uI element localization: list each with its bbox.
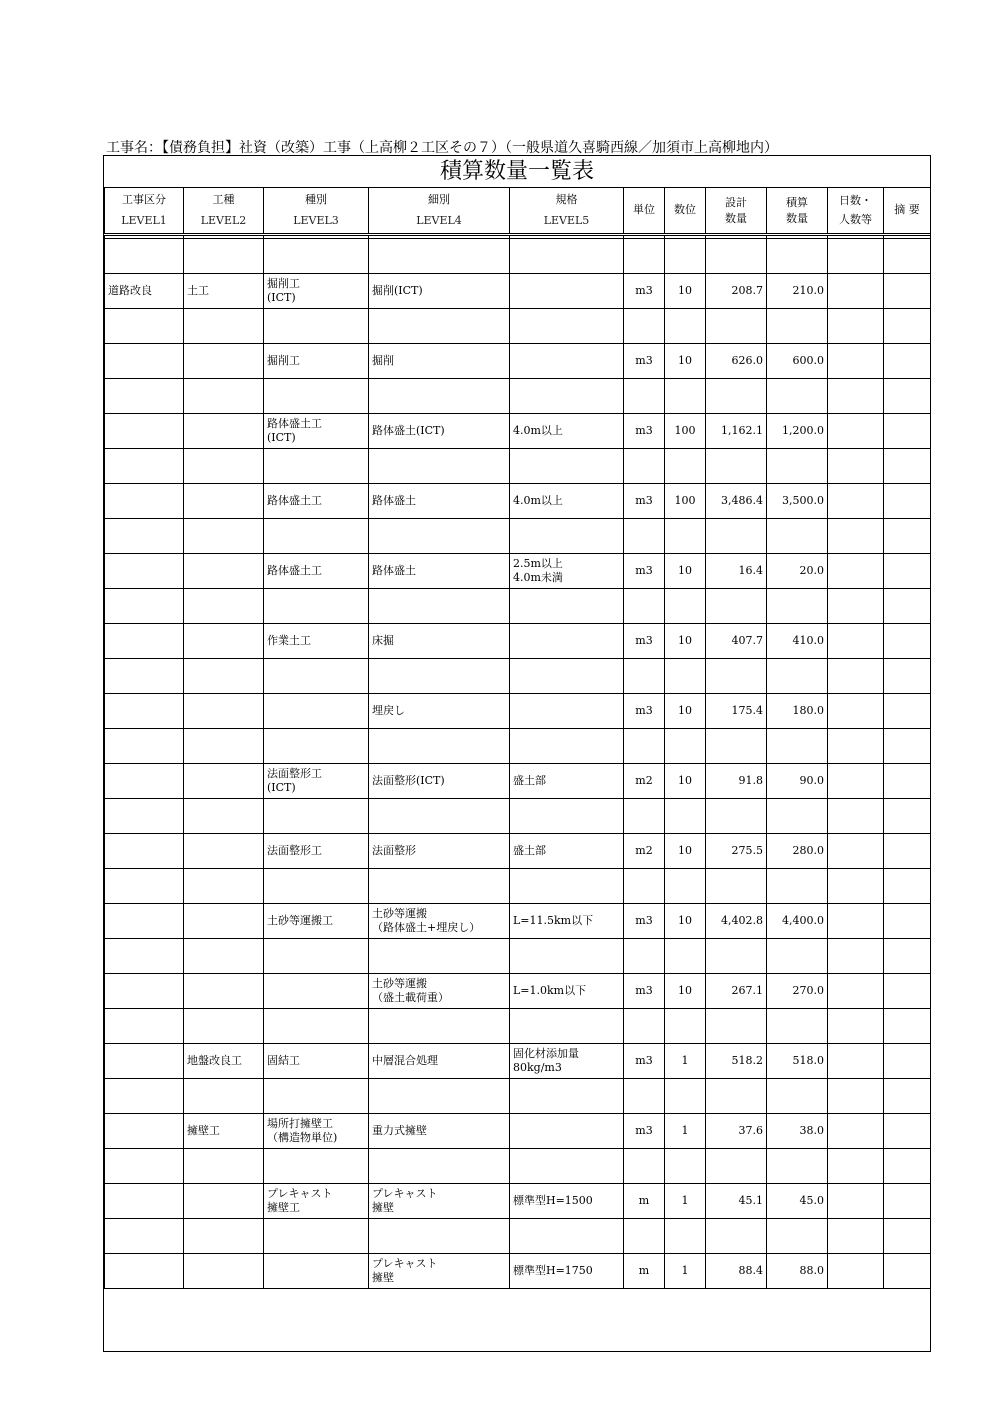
table-row: [105, 624, 931, 659]
level3-cell: 路体盛土工: [264, 554, 369, 589]
design-qty-cell: 91.8: [706, 764, 767, 799]
level4-cell: 法面整形: [369, 834, 510, 869]
level4-cell: プレキャスト 擁壁: [369, 1184, 510, 1219]
level2-cell: [184, 414, 264, 449]
table-row: [105, 1114, 931, 1149]
days-cell: [828, 1044, 884, 1079]
remarks-cell: [884, 694, 931, 729]
level1-cell: 道路改良: [105, 274, 184, 309]
remarks-cell: [884, 554, 931, 589]
level3-cell: 場所打擁壁工 （構造物単位): [264, 1114, 369, 1149]
header-unit: 単位: [624, 188, 665, 235]
level4-cell: 路体盛土: [369, 554, 510, 589]
digits-cell: 10: [665, 274, 706, 309]
level1-cell: [105, 764, 184, 799]
level1-cell: [105, 414, 184, 449]
level5-cell: 固化材添加量 80kg/m3: [510, 1044, 624, 1079]
blank-row: [105, 1009, 931, 1044]
unit-cell: m: [624, 1254, 665, 1289]
level1-cell: [105, 484, 184, 519]
est-qty-cell: 410.0: [767, 624, 828, 659]
design-qty-cell: 518.2: [706, 1044, 767, 1079]
table-row: [105, 1044, 931, 1079]
level5-cell: [510, 624, 624, 659]
level5-cell: 盛土部: [510, 764, 624, 799]
project-name: 工事名：【債務負担】社資（改築）工事（上高柳２工区その７）（一般県道久喜騎西線／加須市上高柳地内）: [106, 140, 778, 156]
design-qty-cell: 267.1: [706, 974, 767, 1009]
unit-cell: m3: [624, 484, 665, 519]
unit-cell: m3: [624, 624, 665, 659]
level3-cell: [264, 694, 369, 729]
remarks-cell: [884, 834, 931, 869]
est-qty-cell: 1,200.0: [767, 414, 828, 449]
digits-cell: 1: [665, 1044, 706, 1079]
blank-row: [105, 1149, 931, 1184]
level1-cell: [105, 834, 184, 869]
level3-cell: 固結工: [264, 1044, 369, 1079]
digits-cell: 10: [665, 974, 706, 1009]
blank-row: [105, 729, 931, 764]
unit-cell: m3: [624, 554, 665, 589]
level2-cell: [184, 344, 264, 379]
table-row: [105, 554, 931, 589]
header-days: 日数・ 人数等: [828, 188, 884, 235]
level3-cell: [264, 1254, 369, 1289]
table-row: [105, 344, 931, 379]
digits-cell: 1: [665, 1114, 706, 1149]
days-cell: [828, 1114, 884, 1149]
level1-cell: [105, 1044, 184, 1079]
unit-cell: m3: [624, 1044, 665, 1079]
header-level5: 規格 LEVEL5: [510, 188, 624, 235]
table-row: [105, 484, 931, 519]
design-qty-cell: 45.1: [706, 1184, 767, 1219]
blank-row: [105, 309, 931, 344]
blank-row: [105, 659, 931, 694]
remarks-cell: [884, 1184, 931, 1219]
blank-row: [105, 449, 931, 484]
level3-cell: [264, 974, 369, 1009]
header-design-qty: 設計 数量: [706, 188, 767, 235]
design-qty-cell: 3,486.4: [706, 484, 767, 519]
level5-cell: 標準型H=1750: [510, 1254, 624, 1289]
remarks-cell: [884, 1044, 931, 1079]
design-qty-cell: 407.7: [706, 624, 767, 659]
days-cell: [828, 554, 884, 589]
quantity-table: [104, 187, 931, 1289]
est-qty-cell: 210.0: [767, 274, 828, 309]
days-cell: [828, 764, 884, 799]
table-row: [105, 904, 931, 939]
level5-cell: [510, 1114, 624, 1149]
est-qty-cell: 90.0: [767, 764, 828, 799]
level2-cell: [184, 484, 264, 519]
table-row: [105, 274, 931, 309]
unit-cell: m3: [624, 274, 665, 309]
est-qty-cell: 600.0: [767, 344, 828, 379]
level2-cell: [184, 1184, 264, 1219]
table-row: [105, 974, 931, 1009]
design-qty-cell: 1,162.1: [706, 414, 767, 449]
level2-cell: [184, 764, 264, 799]
digits-cell: 10: [665, 904, 706, 939]
digits-cell: 1: [665, 1184, 706, 1219]
table-row: [105, 834, 931, 869]
blank-row: [105, 379, 931, 414]
level4-cell: 中層混合処理: [369, 1044, 510, 1079]
est-qty-cell: 280.0: [767, 834, 828, 869]
level1-cell: [105, 344, 184, 379]
days-cell: [828, 834, 884, 869]
remarks-cell: [884, 1114, 931, 1149]
est-qty-cell: 270.0: [767, 974, 828, 1009]
unit-cell: m3: [624, 974, 665, 1009]
digits-cell: 10: [665, 344, 706, 379]
est-qty-cell: 3,500.0: [767, 484, 828, 519]
unit-cell: m3: [624, 1114, 665, 1149]
level3-cell: 法面整形工: [264, 834, 369, 869]
digits-cell: 100: [665, 484, 706, 519]
days-cell: [828, 694, 884, 729]
remarks-cell: [884, 414, 931, 449]
days-cell: [828, 274, 884, 309]
level2-cell: 土工: [184, 274, 264, 309]
table-row: [105, 1254, 931, 1289]
header-digits: 数位: [665, 188, 706, 235]
design-qty-cell: 275.5: [706, 834, 767, 869]
level2-cell: [184, 694, 264, 729]
days-cell: [828, 414, 884, 449]
blank-row: [105, 239, 931, 274]
level2-cell: [184, 834, 264, 869]
design-qty-cell: 208.7: [706, 274, 767, 309]
level1-cell: [105, 554, 184, 589]
level3-cell: 掘削工 (ICT): [264, 274, 369, 309]
level1-cell: [105, 624, 184, 659]
level3-cell: 作業土工: [264, 624, 369, 659]
digits-cell: 10: [665, 694, 706, 729]
design-qty-cell: 88.4: [706, 1254, 767, 1289]
remarks-cell: [884, 764, 931, 799]
blank-row: [105, 799, 931, 834]
est-qty-cell: 180.0: [767, 694, 828, 729]
level5-cell: 2.5m以上 4.0m未満: [510, 554, 624, 589]
days-cell: [828, 344, 884, 379]
level2-cell: 地盤改良工: [184, 1044, 264, 1079]
days-cell: [828, 904, 884, 939]
level4-cell: プレキャスト 擁壁: [369, 1254, 510, 1289]
level4-cell: 土砂等運搬 （路体盛土+埋戻し）: [369, 904, 510, 939]
level5-cell: 4.0m以上: [510, 484, 624, 519]
sheet-title: 積算数量一覧表: [104, 156, 930, 188]
header-level4: 細別 LEVEL4: [369, 188, 510, 235]
level5-cell: [510, 344, 624, 379]
digits-cell: 10: [665, 764, 706, 799]
est-qty-cell: 38.0: [767, 1114, 828, 1149]
days-cell: [828, 484, 884, 519]
digits-cell: 10: [665, 834, 706, 869]
level4-cell: 路体盛土(ICT): [369, 414, 510, 449]
digits-cell: 100: [665, 414, 706, 449]
est-qty-cell: 20.0: [767, 554, 828, 589]
days-cell: [828, 624, 884, 659]
unit-cell: m2: [624, 764, 665, 799]
level2-cell: [184, 624, 264, 659]
level3-cell: 路体盛土工: [264, 484, 369, 519]
unit-cell: m3: [624, 414, 665, 449]
design-qty-cell: 175.4: [706, 694, 767, 729]
table-row: [105, 1184, 931, 1219]
blank-row: [105, 589, 931, 624]
table-row: [105, 764, 931, 799]
digits-cell: 1: [665, 1254, 706, 1289]
level4-cell: 床掘: [369, 624, 510, 659]
remarks-cell: [884, 1254, 931, 1289]
level1-cell: [105, 974, 184, 1009]
est-qty-cell: 45.0: [767, 1184, 828, 1219]
level4-cell: 法面整形(ICT): [369, 764, 510, 799]
level5-cell: [510, 274, 624, 309]
header-est-qty: 積算 数量: [767, 188, 828, 235]
level4-cell: 土砂等運搬 （盛土載荷重）: [369, 974, 510, 1009]
level5-cell: [510, 694, 624, 729]
days-cell: [828, 974, 884, 1009]
blank-row: [105, 869, 931, 904]
level2-cell: [184, 1254, 264, 1289]
level2-cell: [184, 974, 264, 1009]
level1-cell: [105, 904, 184, 939]
digits-cell: 10: [665, 624, 706, 659]
est-qty-cell: 4,400.0: [767, 904, 828, 939]
design-qty-cell: 626.0: [706, 344, 767, 379]
level4-cell: 重力式擁壁: [369, 1114, 510, 1149]
level1-cell: [105, 1114, 184, 1149]
quantity-sheet: [103, 155, 931, 1352]
table-row: [105, 414, 931, 449]
level5-cell: L=1.0km以下: [510, 974, 624, 1009]
level1-cell: [105, 694, 184, 729]
digits-cell: 10: [665, 554, 706, 589]
design-qty-cell: 16.4: [706, 554, 767, 589]
level3-cell: 路体盛土工 (ICT): [264, 414, 369, 449]
header-level3: 種別 LEVEL3: [264, 188, 369, 235]
est-qty-cell: 88.0: [767, 1254, 828, 1289]
level2-cell: 擁壁工: [184, 1114, 264, 1149]
blank-row: [105, 519, 931, 554]
days-cell: [828, 1184, 884, 1219]
blank-row: [105, 1079, 931, 1114]
level3-cell: 掘削工: [264, 344, 369, 379]
blank-row: [105, 939, 931, 974]
level5-cell: 4.0m以上: [510, 414, 624, 449]
level4-cell: 掘削(ICT): [369, 274, 510, 309]
level5-cell: 盛土部: [510, 834, 624, 869]
blank-row: [105, 1219, 931, 1254]
header-remarks: 摘 要: [884, 188, 931, 235]
level3-cell: 土砂等運搬工: [264, 904, 369, 939]
level4-cell: 路体盛土: [369, 484, 510, 519]
remarks-cell: [884, 274, 931, 309]
est-qty-cell: 518.0: [767, 1044, 828, 1079]
level2-cell: [184, 904, 264, 939]
level4-cell: 埋戻し: [369, 694, 510, 729]
table-row: [105, 694, 931, 729]
level3-cell: プレキャスト 擁壁工: [264, 1184, 369, 1219]
remarks-cell: [884, 624, 931, 659]
level1-cell: [105, 1254, 184, 1289]
unit-cell: m3: [624, 694, 665, 729]
level5-cell: L=11.5km以下: [510, 904, 624, 939]
design-qty-cell: 37.6: [706, 1114, 767, 1149]
level5-cell: 標準型H=1500: [510, 1184, 624, 1219]
remarks-cell: [884, 904, 931, 939]
days-cell: [828, 1254, 884, 1289]
header-row: [105, 188, 931, 235]
header-level2: 工種 LEVEL2: [184, 188, 264, 235]
level4-cell: 掘削: [369, 344, 510, 379]
header-level1: 工事区分 LEVEL1: [105, 188, 184, 235]
design-qty-cell: 4,402.8: [706, 904, 767, 939]
unit-cell: m2: [624, 834, 665, 869]
remarks-cell: [884, 484, 931, 519]
level1-cell: [105, 1184, 184, 1219]
level2-cell: [184, 554, 264, 589]
remarks-cell: [884, 974, 931, 1009]
unit-cell: m: [624, 1184, 665, 1219]
remarks-cell: [884, 344, 931, 379]
unit-cell: m3: [624, 344, 665, 379]
level3-cell: 法面整形工 (ICT): [264, 764, 369, 799]
unit-cell: m3: [624, 904, 665, 939]
